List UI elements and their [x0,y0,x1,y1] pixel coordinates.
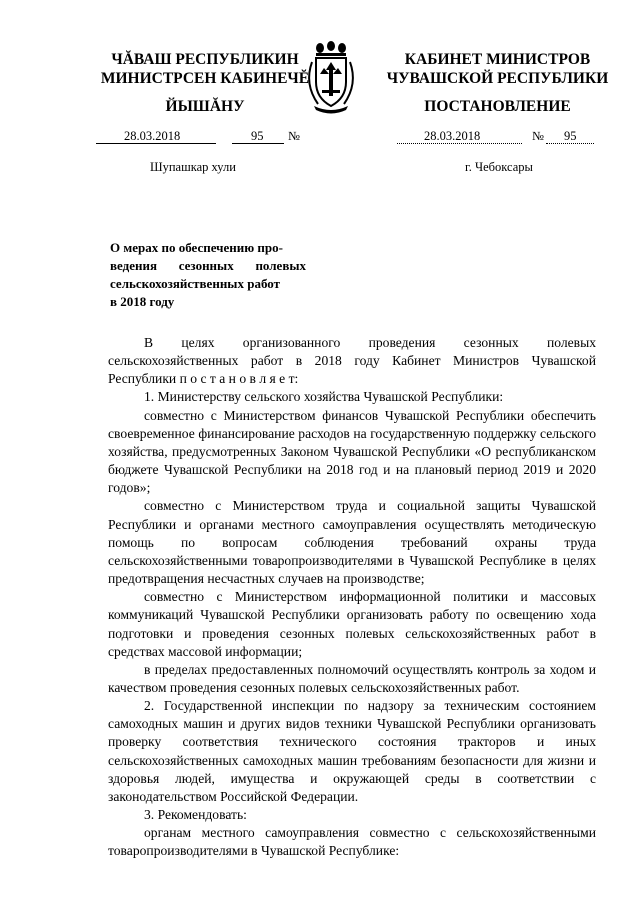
header-right-org [385,50,610,88]
document-title [110,239,306,311]
left-number-sign: № [288,129,300,143]
right-number-sign: № [532,129,544,143]
title-line3: сельскохозяйственных работ [110,276,280,291]
left-city: Шупашкар хули [150,160,236,174]
header-right-line1: КАБИНЕТ МИНИСТРОВ [404,51,591,68]
paragraph-item-3-local-authorities: органам местного самоуправления совместно с сельскохозяйственными товаропроизводителями в Чувашской Республике: [108,825,596,859]
header-right-doc-type: ПОСТАНОВЛЕНИЕ [424,98,571,115]
header-left-line1: ЧĂВАШ РЕСПУБЛИКИН [111,51,299,68]
document-body [108,334,596,861]
header-right-line2: ЧУВАШСКОЙ РЕСПУБЛИКИ [386,70,609,87]
paragraph-item-1-financing: совместно с Министерством финансов Чувашской Республики обеспечить своевременное финансирование расходов на государственную поддержку сельского хозяйства, предусмотренных Законом Чувашской Республики «О республиканском бюджете Чувашской Республики на 2018 год и на плановый период 2019 и 2020 годов»; [108,407,596,496]
title-line4: в 2018 году [110,294,175,309]
left-date: 28.03.2018 [124,129,181,143]
paragraph-item-2: 2. Государственной инспекции по надзору за техническим состоянием самоходных машин и других видов техники Чувашской Республики организовать проверку соответствия технического состояния тракторов и иных сельскохозяйственных самоходных машин требованиям безопасности для жизни и здоровья людей, имущества и окружающей среды в соответствии с законодательством Российской Федерации. [108,698,596,804]
paragraph-item-1-control: в пределах предоставленных полномочий осуществлять контроль за ходом и качеством проведения сезонных полевых сельскохозяйственных работ. [108,661,596,695]
paragraph-preamble: В целях организованного проведения сезонных полевых сельскохозяйственных работ в 2018 году Кабинет Министров Чувашской Республики п о с т а н о в л я е т: [108,335,596,387]
header-left-line2: МИНИСТРСЕН КАБИНЕЧĔ [100,70,310,87]
right-number: 95 [564,129,577,143]
title-line2: ведения сезонных полевых [110,258,306,273]
header-left-doc-type: ЙЫШĂНУ [165,98,245,115]
paragraph-item-1-media: совместно с Министерством информационной политики и массовых коммуникаций Чувашской Республики организовать работу по освещению хода подготовки и проведения сезонных полевых сельскохозяйственных работ в средствах массовой информации; [108,589,596,659]
right-city: г. Чебоксары [465,160,533,174]
paragraph-item-1: 1. Министерству сельского хозяйства Чувашской Республики: [144,389,504,405]
paragraph-item-3: 3. Рекомендовать: [144,807,247,823]
left-number: 95 [251,129,264,143]
right-date: 28.03.2018 [424,129,481,143]
chuvashia-coat-of-arms-icon [300,40,362,114]
title-line1: О мерах по обеспечению про- [110,240,283,255]
header-left-org [100,50,310,88]
paragraph-item-1-labor-safety: совместно с Министерством труда и социальной защиты Чувашской Республики и органами местного самоуправления осуществлять методическую помощь по вопросам соблюдения требований охраны труда сельскохозяйственными товаропроизводителями в Чувашской Республике в целях предотвращения несчастных случаев на производстве; [108,498,596,587]
